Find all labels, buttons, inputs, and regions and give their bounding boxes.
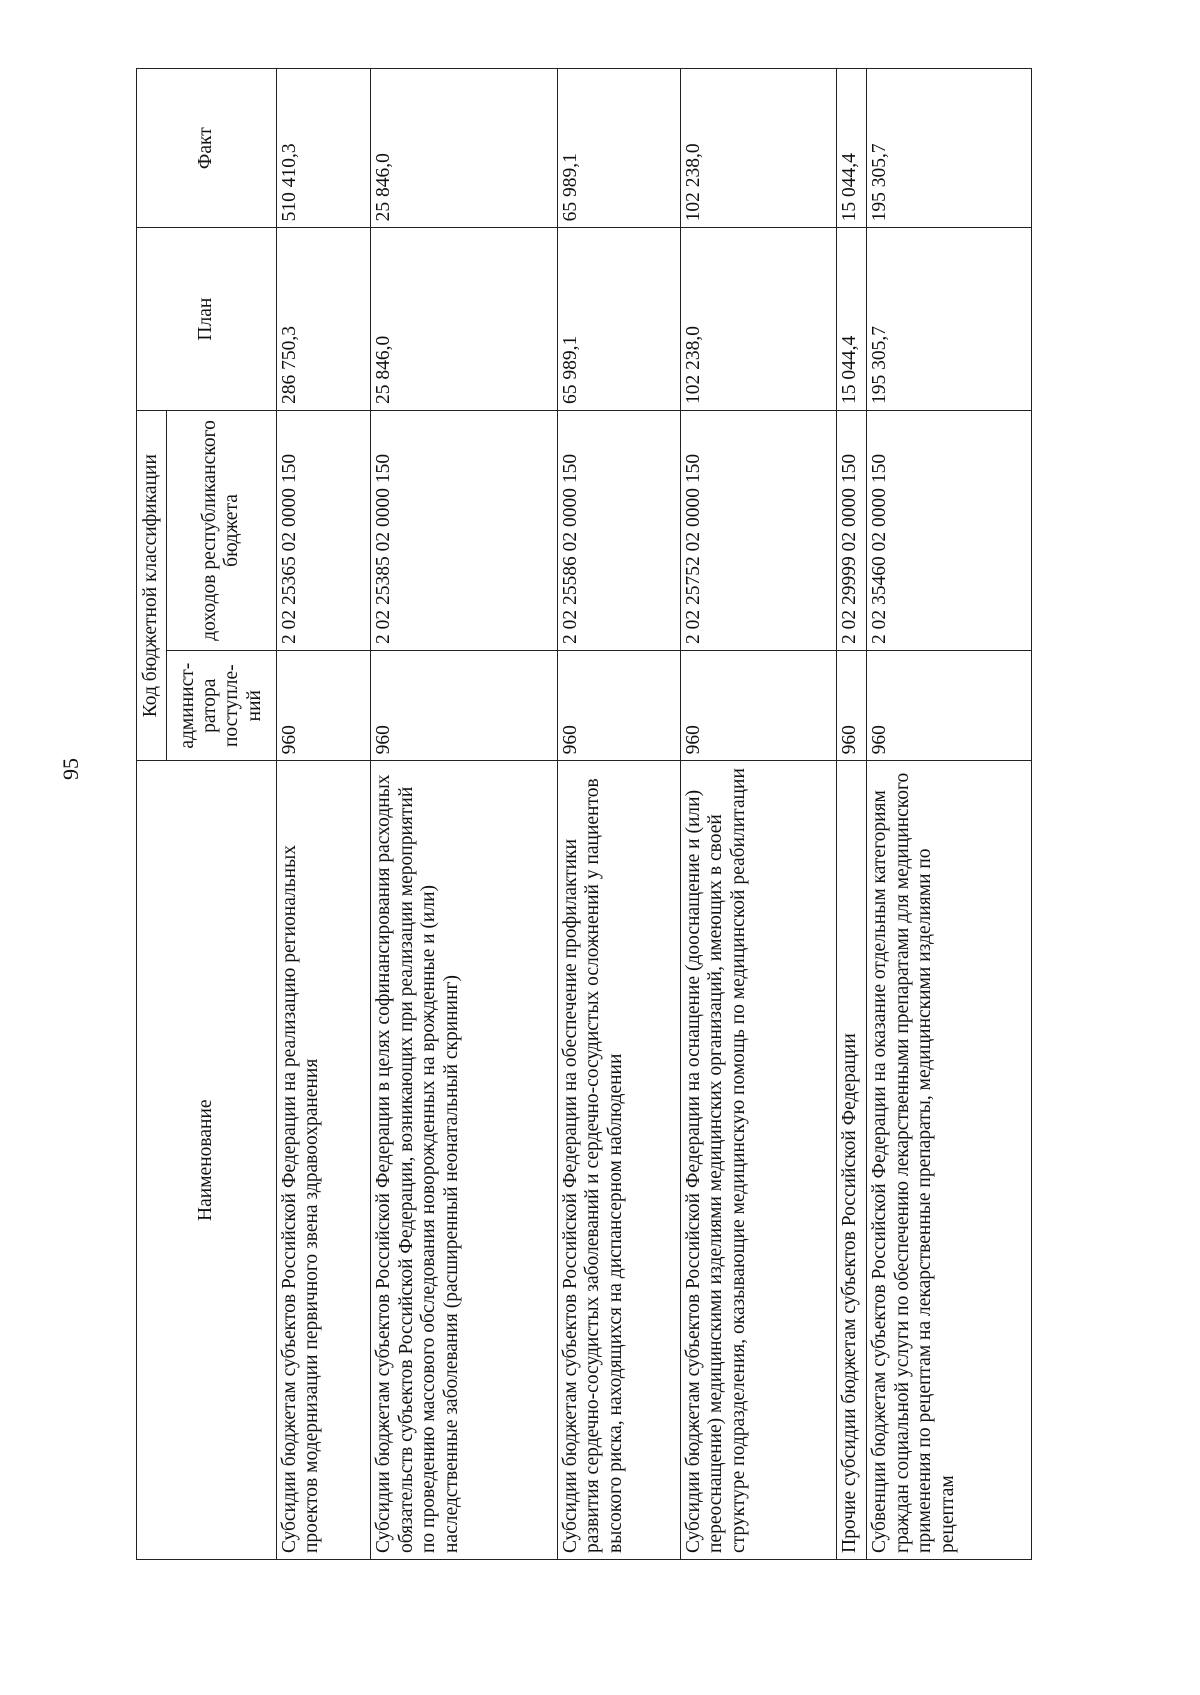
row-fact: 15 044,4 (836, 69, 867, 228)
table-row (680, 69, 836, 1560)
table-header-row (137, 69, 167, 1560)
row-code: 2 02 25752 02 0000 150 (680, 410, 836, 650)
table-row (371, 69, 558, 1560)
row-admin: 960 (276, 650, 370, 760)
row-fact: 510 410,3 (276, 69, 370, 228)
row-plan: 195 305,7 (867, 228, 1032, 411)
header-fact: Факт (137, 69, 277, 228)
page-number: 95 (58, 758, 83, 780)
row-name: Субвенции бюджетам субъектов Российской Федерации на оказание отдельным категориям граждан социальной услуги по обеспечению лекарственными препаратами для медицинского применения по рецептам на лекарственные препараты, медицинскими изделиями по рецептам (867, 761, 1032, 1560)
row-admin: 960 (557, 650, 680, 760)
table-row (276, 69, 370, 1560)
table-row (867, 69, 1032, 1560)
header-plan: План (137, 228, 277, 411)
row-fact: 102 238,0 (680, 69, 836, 228)
row-plan: 65 989,1 (557, 228, 680, 411)
row-code: 2 02 35460 02 0000 150 (867, 410, 1032, 650)
header-admin: админист-ратора поступле-ний (167, 650, 277, 760)
row-admin: 960 (867, 650, 1032, 760)
row-plan: 286 750,3 (276, 228, 370, 411)
header-name: Наименование (137, 761, 277, 1560)
row-admin: 960 (680, 650, 836, 760)
row-name: Субсидии бюджетам субъектов Российской Федерации на оснащение (дооснащение и (или) переоснащение) медицинскими изделиями медицинских организаций, имеющих в своей структуре подразделения, оказывающие медицинскую помощь по медицинской реабилитации (680, 761, 836, 1560)
row-plan: 25 846,0 (371, 228, 558, 411)
row-plan: 15 044,4 (836, 228, 867, 411)
row-code: 2 02 25365 02 0000 150 (276, 410, 370, 650)
table-row (557, 69, 680, 1560)
row-code: 2 02 25385 02 0000 150 (371, 410, 558, 650)
row-code: 2 02 25586 02 0000 150 (557, 410, 680, 650)
row-fact: 25 846,0 (371, 69, 558, 228)
row-name: Субсидии бюджетам субъектов Российской Федерации в целях софинансирования расходных обязательств субъектов Российской Федерации, возникающих при реализации мероприятий по проведению массового обследования новорожденных на врожденные и (или) наследственные заболевания (расширенный неонатальный скрининг) (371, 761, 558, 1560)
row-name: Прочие субсидии бюджетам субъектов Российской Федерации (836, 761, 867, 1560)
budget-table (136, 68, 1032, 1560)
row-admin: 960 (371, 650, 558, 760)
row-fact: 65 989,1 (557, 69, 680, 228)
row-name: Субсидии бюджетам субъектов Российской Федерации на обеспечение профилактики развития сердечно-сосудистых заболеваний и сердечно-сосудистых осложнений у пациентов высокого риска, находящихся на диспансерном наблюдении (557, 761, 680, 1560)
table-row (836, 69, 867, 1560)
row-fact: 195 305,7 (867, 69, 1032, 228)
rotated-page-content (136, 68, 1032, 1560)
header-code-group: Код бюджетной классификации (137, 410, 167, 760)
row-admin: 960 (836, 650, 867, 760)
row-code: 2 02 29999 02 0000 150 (836, 410, 867, 650)
row-plan: 102 238,0 (680, 228, 836, 411)
header-income: доходов республиканского бюджета (167, 410, 277, 650)
row-name: Субсидии бюджетам субъектов Российской Федерации на реализацию региональных проектов модернизации первичного звена здравоохранения (276, 761, 370, 1560)
